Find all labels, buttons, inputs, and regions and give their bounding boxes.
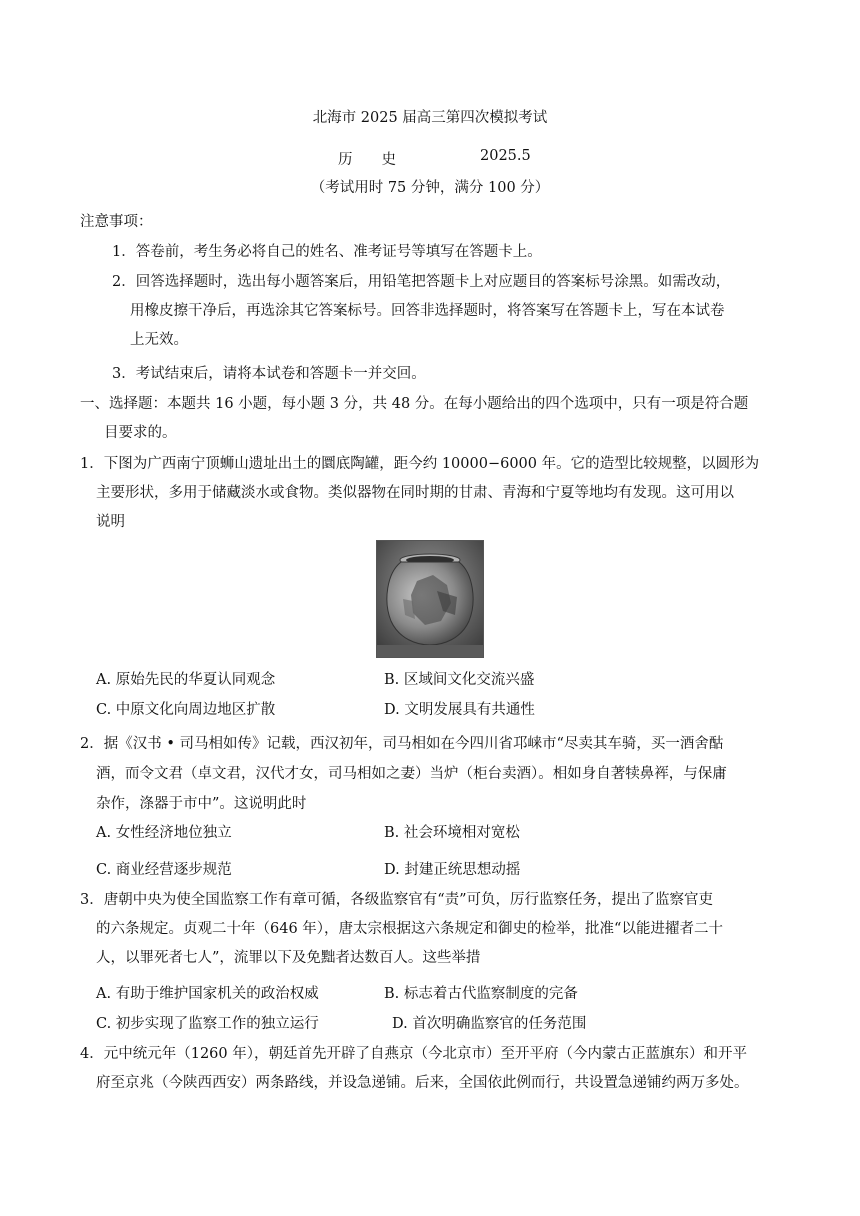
question-3-line-3: 人，以罪死者七人”，流罪以下及免黜者达数百人。这些举措 xyxy=(96,950,481,966)
question-2-line-2: 酒，而令文君（卓文君，汉代才女，司马相如之妻）当炉（柜台卖酒）。相如身自著犊鼻裈，与保庸 xyxy=(96,766,727,782)
exam-date: 2025.5 xyxy=(480,148,531,164)
q2-option-a: A. 女性经济地位独立 xyxy=(96,825,232,841)
q3-option-a: A. 有助于维护国家机关的政治权威 xyxy=(96,986,319,1002)
question-2-line-3: 杂作，涤器于市中”。这说明此时 xyxy=(96,796,307,812)
q3-option-b: B. 标志着古代监察制度的完备 xyxy=(384,986,578,1002)
notice-item-3: 3．考试结束后，请将本试卷和答题卡一并交回。 xyxy=(112,366,426,382)
question-4-line-2: 府至京兆（今陕西西安）两条路线，并设急递铺。后来，全国依此例而行，共设置急递铺约两万多处。 xyxy=(96,1075,749,1091)
notice-item-2-line-2: 用橡皮擦干净后，再选涂其它答案标号。回答非选择题时，将答案写在答题卡上，写在本试卷 xyxy=(130,303,725,319)
q1-option-c: C. 中原文化向周边地区扩散 xyxy=(96,702,276,718)
question-2-line-1: 2．据《汉书 • 司马相如传》记载，西汉初年，司马相如在今四川省邛崃市“尽卖其车骑，买一酒舍酤 xyxy=(80,736,724,752)
q2-option-d: D. 封建正统思想动摇 xyxy=(384,862,521,878)
q3-option-c: C. 初步实现了监察工作的独立运行 xyxy=(96,1016,319,1032)
q1-option-d: D. 文明发展具有共通性 xyxy=(384,702,535,718)
notice-item-1: 1．答卷前，考生务必将自己的姓名、准考证号等填写在答题卡上。 xyxy=(112,244,542,260)
question-1-line-1: 1．下图为广西南宁顶蛳山遗址出土的圜底陶罐，距今约 10000−6000 年。它的造型比较规整，以圆形为 xyxy=(80,456,760,472)
subject-label: 历 史 xyxy=(338,152,396,168)
question-3-line-2: 的六条规定。贞观二十年（646 年），唐太宗根据这六条规定和御史的检举，批准“以能进擢者二十 xyxy=(96,921,723,937)
q3-option-d: D. 首次明确监察官的任务范围 xyxy=(392,1016,587,1032)
section-1-line-1: 一、选择题：本题共 16 小题，每小题 3 分，共 48 分。在每小题给出的四个选项中，只有一项是符合题 xyxy=(80,396,749,412)
notice-item-2-line-1: 2．回答选择题时，选出每小题答案后，用铅笔把答题卡上对应题目的答案标号涂黑。如需改动， xyxy=(112,274,731,290)
q1-option-b: B. 区域间文化交流兴盛 xyxy=(384,672,535,688)
pottery-jar-illustration xyxy=(377,541,483,657)
question-1-line-3: 说明 xyxy=(96,514,125,530)
time-note: （考试用时 75 分钟，满分 100 分） xyxy=(310,180,550,196)
notice-heading: 注意事项： xyxy=(80,214,153,230)
question-1-line-2: 主要形状，多用于储藏淡水或食物。类似器物在同时期的甘肃、青海和宁夏等地均有发现。这可用以 xyxy=(96,485,734,501)
q2-option-c: C. 商业经营逐步规范 xyxy=(96,862,232,878)
question-4-line-1: 4．元中统元年（1260 年），朝廷首先开辟了自燕京（今北京市）至开平府（今内蒙古正蓝旗东）和开平 xyxy=(80,1046,747,1062)
section-1-line-2: 目要求的。 xyxy=(104,425,177,441)
question-3-line-1: 3．唐朝中央为使全国监察工作有章可循，各级监察官有“责”可负，厉行监察任务，提出了监察官吏 xyxy=(80,892,714,908)
q2-option-b: B. 社会环境相对宽松 xyxy=(384,825,520,841)
exam-title: 北海市 2025 届高三第四次模拟考试 xyxy=(312,110,548,126)
pottery-jar-photo xyxy=(376,540,484,658)
q1-option-a: A. 原始先民的华夏认同观念 xyxy=(96,672,276,688)
notice-item-2-line-3: 上无效。 xyxy=(130,332,188,348)
